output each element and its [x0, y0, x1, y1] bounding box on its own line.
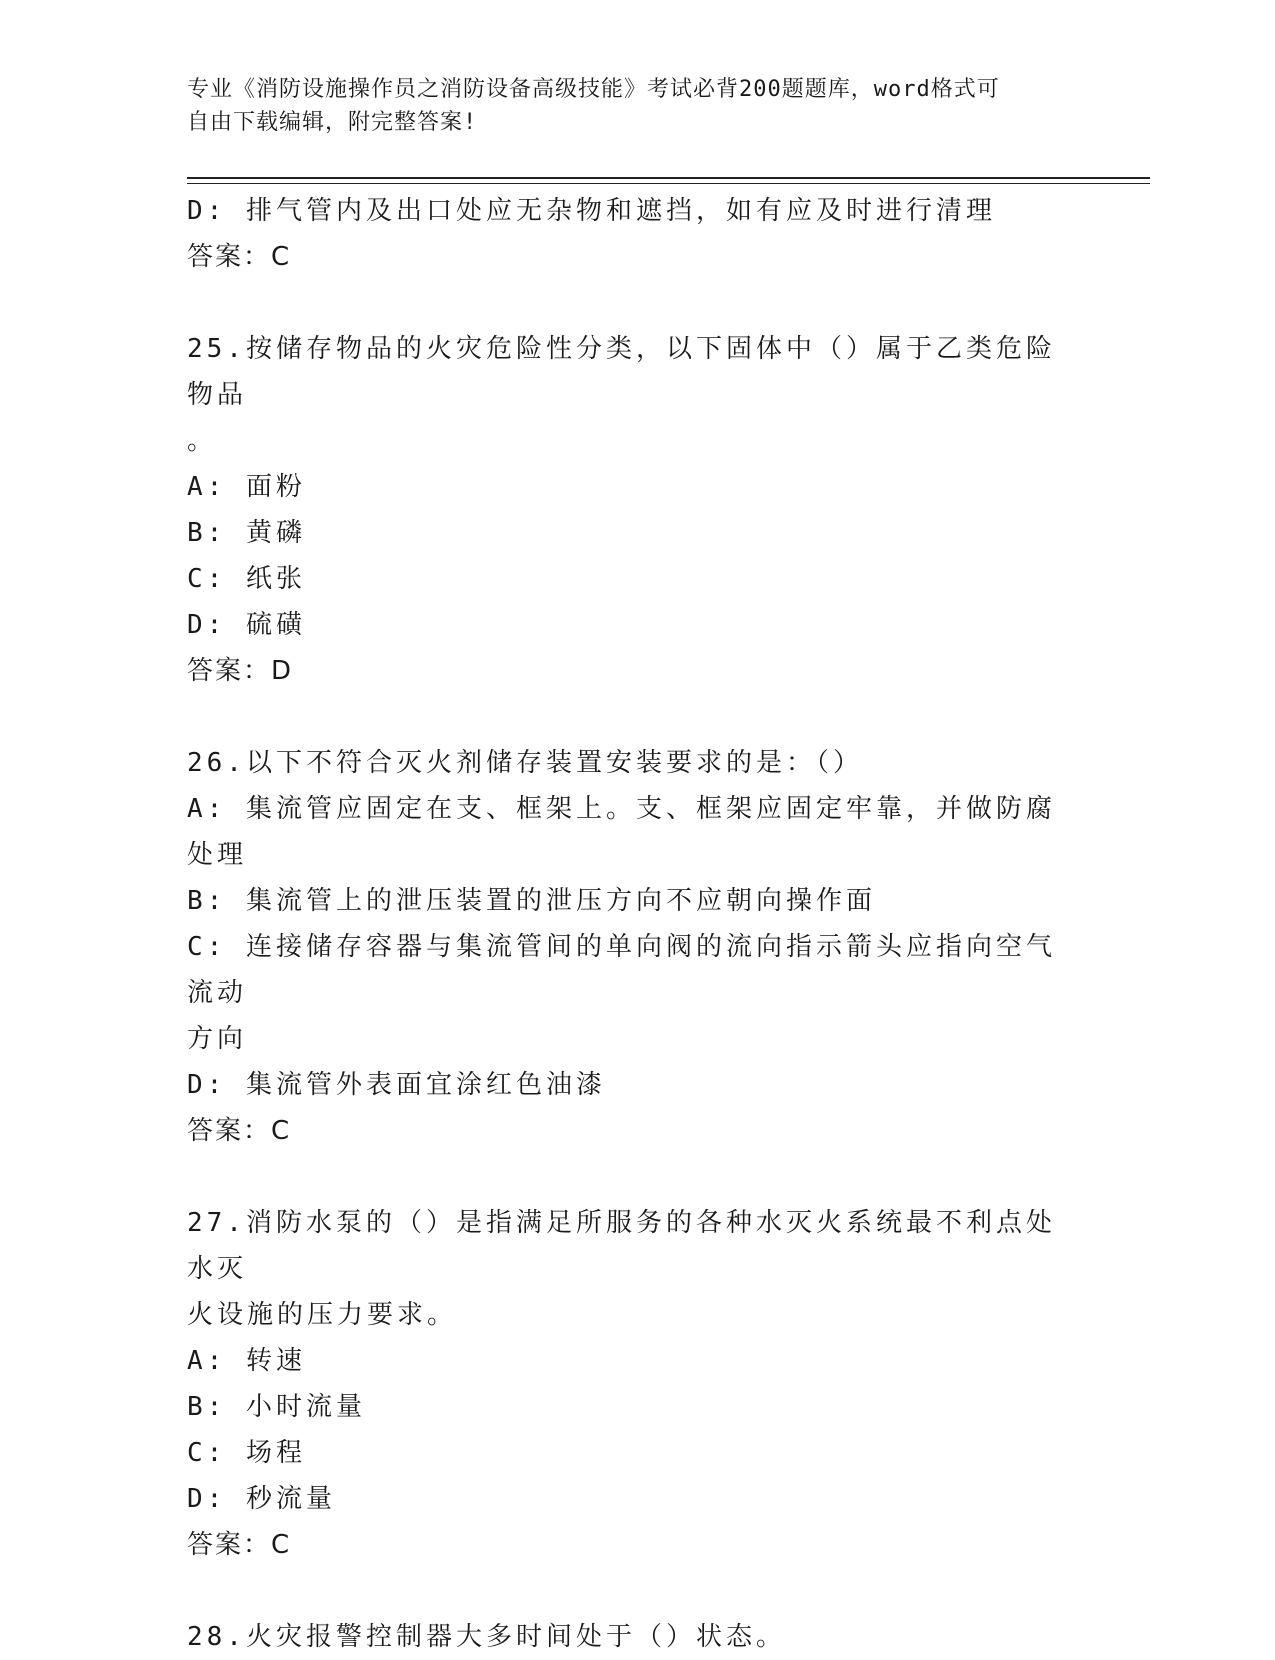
q26-option-d: D: 集流管外表面宜涂红色油漆 — [187, 1070, 606, 1100]
q25-stem-line-1: 25.按储存物品的火灾危险性分类，以下固体中（）属于乙类危险物品 — [187, 334, 1056, 410]
q26-answer: 答案：C — [187, 1116, 292, 1146]
header-rule-thin — [187, 183, 1150, 184]
q27-option-d: D: 秒流量 — [187, 1484, 336, 1514]
q25-option-a: A: 面粉 — [187, 472, 306, 502]
q26-option-c-line-2: 方向 — [187, 1024, 248, 1054]
question-26 — [187, 740, 1067, 1154]
q25-stem-line-2: 。 — [187, 426, 218, 456]
q26-stem: 26.以下不符合灭火剂储存装置安装要求的是：（） — [187, 748, 863, 778]
q27-answer: 答案：C — [187, 1530, 292, 1560]
q25-option-c: C: 纸张 — [187, 564, 306, 594]
q26-option-c-line-1: C: 连接储存容器与集流管间的单向阀的流向指示箭头应指向空气流动 — [187, 932, 1056, 1008]
q28-stem: 28.火灾报警控制器大多时间处于（）状态。 — [187, 1622, 786, 1652]
spacer — [187, 1154, 1067, 1200]
q25-option-b: B: 黄磷 — [187, 518, 306, 548]
spacer — [187, 1568, 1067, 1614]
question-27 — [187, 1200, 1067, 1568]
prev-option-d: D: 排气管内及出口处应无杂物和遮挡，如有应及时进行清理 — [187, 196, 996, 226]
question-25 — [187, 326, 1067, 694]
header-line-1: 专业《消防设施操作员之消防设备高级技能》考试必背200题题库，word格式可 — [187, 77, 1000, 102]
header-line-2: 自由下载编辑，附完整答案! — [187, 110, 478, 135]
question-28 — [187, 1614, 1067, 1660]
q27-option-c: C: 场程 — [187, 1438, 306, 1468]
q25-option-d: D: 硫磺 — [187, 610, 306, 640]
q26-option-a: A: 集流管应固定在支、框架上。支、框架应固定牢靠，并做防腐处理 — [187, 794, 1056, 870]
spacer — [187, 694, 1067, 740]
prev-answer: 答案：C — [187, 242, 292, 272]
question-list — [187, 188, 1067, 1660]
q27-stem-line-1: 27.消防水泵的（）是指满足所服务的各种水灭火系统最不利点处水灭 — [187, 1208, 1056, 1284]
q26-option-b: B: 集流管上的泄压装置的泄压方向不应朝向操作面 — [187, 886, 876, 916]
spacer — [187, 280, 1067, 326]
q27-option-b: B: 小时流量 — [187, 1392, 366, 1422]
q27-option-a: A: 转速 — [187, 1346, 306, 1376]
q25-answer: 答案：D — [187, 656, 294, 686]
document-header — [187, 73, 1067, 139]
q27-stem-line-2: 火设施的压力要求。 — [187, 1300, 458, 1330]
header-rule-thick — [187, 177, 1150, 179]
